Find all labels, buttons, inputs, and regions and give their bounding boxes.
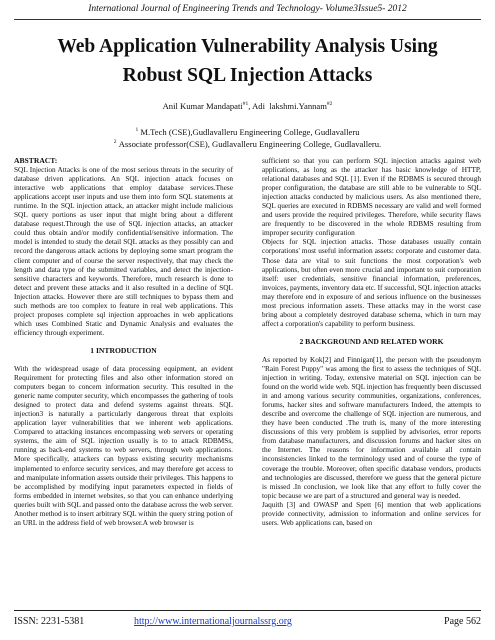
author-2-name: lakshmi.Yannam <box>269 101 327 111</box>
abstract-heading: ABSTRACT: <box>14 156 58 165</box>
left-column <box>14 156 233 527</box>
paper-title-line-2: Robust SQL Injection Attacks <box>122 65 373 86</box>
footer-divider <box>14 610 481 611</box>
author-separator: , Adi <box>248 101 265 111</box>
author-1-marker: #1 <box>242 101 249 108</box>
author-2-marker: #2 <box>326 101 333 108</box>
background-heading: 2 BACKGROUND AND RELATED WORK <box>299 336 444 346</box>
introduction-heading: 1 INTRODUCTION <box>90 345 157 355</box>
affiliation-2-text: Associate professor(CSE), Gudlavalleru Engineering College, Gudlavalleru. <box>118 139 382 149</box>
affiliation-2 <box>10 139 485 149</box>
affiliation-1-marker: 1 <box>135 127 139 134</box>
background-body: As reported by Kok[2] and Finnigan[1], the person with the pseudonym "Rain Forest Puppy" was among the first to assess the techniques of SQL injection in writing. Today, extensive material on SQL injection can be found on the world wide web. SQL injection has frequently been discussed in and among various security communities, organizations, conferences, forums, hacker sites and software manufacturers Indeed, the attempts to describe and overcome the challenge of SQL injection are numerous, and they have been conducted .The truth is, many of the more interesting discussions of this very problem is supplied by advisories, error reports from database manufacturers, and discussion forums and hacker sites on the Internet. The reasons for information available all contain inconsistencies linked to the terminology used and of course the type of coverage the trouble. Moreover, often specific database vendors, products and technologies are discussed, therefore we guess that the general picture is missed .In conclusion, we look like that any effort to fully cover the topic because we are part of a structured and general way is needed. <box>262 354 481 500</box>
affiliation-1 <box>10 127 485 137</box>
page-number: Page 562 <box>444 616 481 627</box>
affiliation-1-text: M.Tech (CSE),Gudlavalleru Engineering College, Gudlavalleru <box>140 127 360 137</box>
author-1-name: Anil Kumar Mandapati <box>162 101 243 111</box>
author-line <box>10 101 485 111</box>
page-footer <box>14 616 481 630</box>
header-divider <box>14 19 481 20</box>
background-body-2: Jaquith [3] and OWASP and Spett [6] mention that web applications provide connectivity, admission to information and online services for users. Web applications can, based on <box>262 499 481 527</box>
right-column <box>262 156 481 527</box>
journal-running-header: International Journal of Engineering Trends and Technology- Volume3Issue5- 2012 <box>88 4 407 14</box>
journal-url-link[interactable]: http://www.internationaljournalssrg.org <box>134 616 292 627</box>
issn-label: ISSN: 2231-5381 <box>14 616 85 627</box>
introduction-body: With the widespread usage of data processing equipment, an evident Requirement for protecting files and also other information stored on computers began to concern information security. This resulted in the generic name computer security, which encompasses the gathering of tools designed to protect data and defend systems against threats. SQL injection3 is naturally a particularly dangerous threat that exploits application layer vulnerabilities that we inherent web applications. Compared to attacking instances encompassing web servers or operating systems, the aim of SQL injection usually is to to attack RDBMSs, running as back-end systems to web servers, through web applications. More specifically, attackers can bypass existing security mechanisms implemented to enforce security services, and may therefore get access to and manipulate information assets outside their privileges. This happens to be accomplished by modifying input parameters expected in fields of forms embedded in internet websites, so that you can enhance underlying queries built with SQL and passed onto the database across the web server. Another method is to insert arbitrary SQL within the query string potion of an URL in the address field of web browser.A web browser is <box>14 363 233 527</box>
introduction-continued-body: sufficient so that you can perform SQL injection attacks against web applications, as long as the attacker has basic knowledge of HTTP, relational databases and SQL [1]. Even if the RDBMS is secured through proper configuration, the database are still able to be vulnerable to SQL injection attacks conducted by malicious users. As also mentioned there, SQL queries are executed in RDBMS necessary are valid and well formed and users provide the required privileges. Therefore, while security flaws are frequently to be discovered in the whole RDBMS resulting from improper security configuration <box>262 156 481 238</box>
paper-title-line-1: Web Application Vulnerability Analysis Using <box>57 36 438 57</box>
affiliation-2-marker: 2 <box>113 139 117 146</box>
introduction-continued-body-2: Objects for SQL injection attacks. Those databases usually contain corporations' most useful information assets: corporate and customer data. Those data are vital to suit functions the most corporation's web applications, but often even more crucial and important to suit corporation itself: user credentials, sensitive financial information, preferences, invoices, payments, inventory data etc. If successful, SQL injection attacks may therefore end in exposure of and serious influence on the businesses most precious information assets. These attacks may in the worst case bring about a completely destroyed database schema, which in turn may affect a corporation's capability to perform business. <box>262 237 481 328</box>
abstract-body: SQL Injection Attacks is one of the most serious threats in the security of database driven applications. An SQL injection attack focuses on interactive web applications that employ database services.These applications accept user inputs and use them into form SQL statements at runtime. In the SQL injection attack, an attacker might include malicious SQL query portions as user input that might bring about a different database request.Through the use of SQL injection attacks, an attacker could thus obtain and/or modify confidential/sensitive information. The model is intended to study the detail SQL attacks as they possibly can and record the dangerous attack actions by deploying some smart program the client computer and of course the server respectively, that may check the length and data type of the submitted variables, and detect the injection-sensitive characters and keywords. Therefore, much research is done to detect and prevent these attacks and it also resulted in a decline of SQL Injection attacks. However there are still techniques to bypass them and such methods are too complex to feature in real web applications. This project proposes complete sql injection approaches in web applications which uses Combined Static and Dynamic Analysis and evaluates the efficiency through experiment. <box>14 165 233 337</box>
